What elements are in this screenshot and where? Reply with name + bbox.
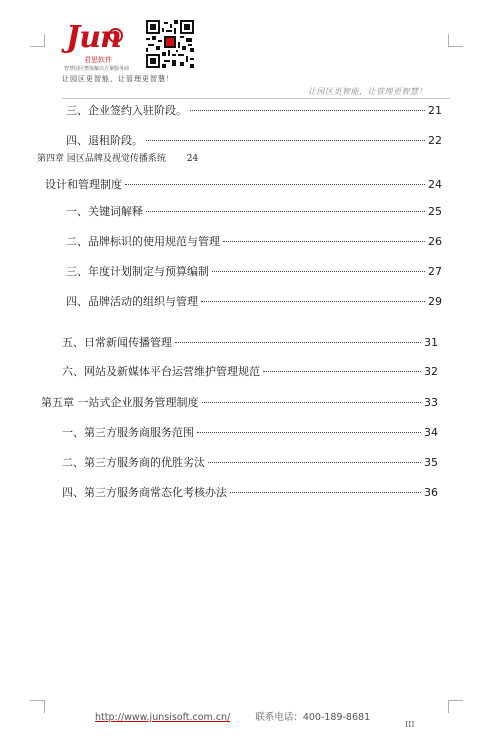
toc-entry-page: 32 [424, 365, 438, 378]
toc-entry[interactable] [66, 104, 442, 118]
toc-entry-page: 33 [424, 396, 438, 409]
page-footer [95, 709, 370, 723]
toc-entry-page: 36 [424, 486, 438, 499]
toc-entry-title: 第五章 一站式企业服务管理制度 [41, 396, 199, 409]
toc-leader-dots [263, 371, 421, 372]
company-logo: Jun [66, 20, 121, 55]
qr-code-icon [146, 20, 194, 68]
toc-leader-dots [201, 301, 425, 302]
toc-entry-title: 二、品牌标识的使用规范与管理 [66, 235, 220, 248]
toc-entry-title: 二、第三方服务商的优胜劣汰 [62, 456, 205, 469]
toc-entry-page: 31 [424, 336, 438, 349]
toc-leader-dots [212, 271, 425, 272]
page-number: III [405, 720, 415, 729]
toc-entry[interactable] [66, 235, 442, 249]
toc-entry-page: 34 [424, 426, 438, 439]
crop-mark-top-right [448, 34, 463, 47]
toc-entry[interactable] [66, 265, 442, 279]
toc-leader-dots [208, 462, 421, 463]
toc-entry-page: 21 [428, 104, 442, 117]
toc-leader-dots [197, 432, 421, 433]
toc-entry[interactable] [62, 426, 438, 440]
toc-entry-page: 22 [428, 134, 442, 147]
toc-section-title: 第四章 园区品牌及视觉传播系统 [37, 154, 166, 164]
toc-entry[interactable] [66, 134, 442, 148]
toc-leader-dots [190, 110, 425, 111]
toc-entry-title: 一、关键词解释 [66, 205, 143, 218]
toc-entry-title: 设计和管理制度 [45, 178, 122, 191]
header-slogan-left: 让园区更智能，让管理更智慧！ [62, 75, 174, 83]
footer-website-link[interactable]: http://www.junsisoft.com.cn/ [95, 712, 231, 723]
crop-mark-bottom-right [448, 700, 463, 713]
toc-section-page: 24 [186, 154, 199, 164]
toc-entry-page: 26 [428, 235, 442, 248]
logo-badge-icon [108, 28, 123, 43]
toc-entry[interactable] [66, 295, 442, 309]
toc-leader-dots [223, 241, 425, 242]
toc-leader-dots [125, 184, 425, 185]
toc-entry-title: 四、第三方服务商常态化考核办法 [62, 486, 227, 499]
toc-entry[interactable] [62, 486, 438, 500]
toc-entry[interactable] [41, 396, 438, 410]
toc-entry-title: 六、网站及新媒体平台运营维护管理规范 [62, 365, 260, 378]
toc-leader-dots [202, 402, 422, 403]
logo-subtitle: 君思软件 [84, 56, 112, 64]
toc-leader-dots [230, 492, 421, 493]
logo-tagline: 智慧园区整体解决方案服务商 [64, 66, 130, 72]
toc-entry-page: 35 [424, 456, 438, 469]
crop-mark-bottom-left [30, 700, 45, 713]
toc-entry-page: 24 [428, 178, 442, 191]
toc-entry-page: 29 [428, 295, 442, 308]
header-divider [62, 98, 450, 99]
toc-entry[interactable] [62, 456, 438, 470]
toc-entry-page: 27 [428, 265, 442, 278]
toc-entry-title: 四、品牌活动的组织与管理 [66, 295, 198, 308]
toc-leader-dots [146, 211, 425, 212]
toc-section-heading[interactable] [37, 151, 198, 164]
toc-entry[interactable] [66, 205, 442, 219]
toc-leader-dots [175, 342, 421, 343]
footer-phone: 联系电话：400-189-8681 [255, 712, 371, 723]
toc-entry-page: 25 [428, 205, 442, 218]
header-slogan-right: 让园区更智能，让管理更智慧！ [308, 87, 427, 96]
toc-entry-title: 四、退租阶段。 [66, 134, 143, 147]
toc-entry[interactable] [45, 178, 442, 192]
toc-entry-title: 五、日常新闻传播管理 [62, 336, 172, 349]
toc-entry-title: 三、年度计划制定与预算编制 [66, 265, 209, 278]
toc-leader-dots [146, 140, 425, 141]
toc-entry-title: 一、第三方服务商服务范围 [62, 426, 194, 439]
toc-entry[interactable] [62, 365, 438, 379]
toc-entry-title: 三、企业签约入驻阶段。 [66, 104, 187, 117]
toc-entry[interactable] [62, 336, 438, 350]
crop-mark-top-left [30, 34, 45, 47]
